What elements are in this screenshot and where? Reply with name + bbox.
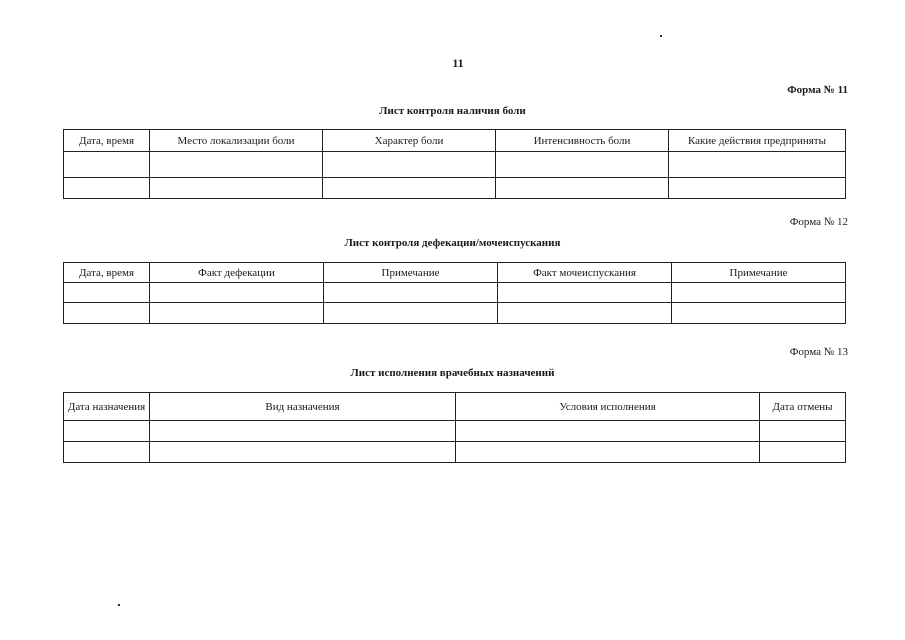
column-header: Примечание xyxy=(672,263,846,283)
empty-cell xyxy=(760,442,846,463)
table-row xyxy=(64,303,846,324)
column-header: Факт мочеиспускания xyxy=(498,263,672,283)
column-header: Интенсивность боли xyxy=(496,130,669,152)
empty-cell xyxy=(150,303,324,324)
empty-cell xyxy=(64,152,150,178)
form-12-title: Лист контроля дефекации/мочеиспускания xyxy=(344,237,561,249)
column-header: Место локализации боли xyxy=(150,130,323,152)
empty-cell xyxy=(323,178,496,199)
table-row xyxy=(64,283,846,303)
empty-cell xyxy=(672,303,846,324)
empty-cell xyxy=(64,283,150,303)
table-row xyxy=(64,442,846,463)
empty-cell xyxy=(150,178,323,199)
empty-cell xyxy=(456,421,760,442)
form-12-label: Форма № 12 xyxy=(789,216,848,228)
empty-cell xyxy=(323,152,496,178)
column-header: Дата, время xyxy=(64,263,150,283)
empty-cell xyxy=(150,442,456,463)
scan-speck xyxy=(118,604,120,606)
column-header: Вид назначения xyxy=(150,393,456,421)
empty-cell xyxy=(64,421,150,442)
column-header: Какие действия предприняты xyxy=(669,130,846,152)
column-header: Дата назначения xyxy=(64,393,150,421)
empty-cell xyxy=(150,152,323,178)
empty-cell xyxy=(150,283,324,303)
table-row xyxy=(64,178,846,199)
empty-cell xyxy=(150,421,456,442)
table-row xyxy=(64,421,846,442)
column-header: Дата, время xyxy=(64,130,150,152)
empty-cell xyxy=(496,178,669,199)
empty-cell xyxy=(456,442,760,463)
empty-cell xyxy=(496,152,669,178)
empty-cell xyxy=(498,303,672,324)
empty-cell xyxy=(672,283,846,303)
empty-cell xyxy=(669,152,846,178)
form-11-title: Лист контроля наличия боли xyxy=(379,105,526,117)
empty-cell xyxy=(498,283,672,303)
column-header: Условия исполнения xyxy=(456,393,760,421)
form-13-label: Форма № 13 xyxy=(789,346,848,358)
form-11-label: Форма № 11 xyxy=(787,84,848,96)
empty-cell xyxy=(760,421,846,442)
table-header-row xyxy=(64,393,846,421)
page-number: 11 xyxy=(452,56,464,70)
pain-control-table xyxy=(63,129,846,199)
prescriptions-table xyxy=(63,392,846,463)
column-header: Дата отмены xyxy=(760,393,846,421)
scan-speck xyxy=(660,35,662,37)
column-header: Характер боли xyxy=(323,130,496,152)
empty-cell xyxy=(64,303,150,324)
table-header-row xyxy=(64,263,846,283)
empty-cell xyxy=(324,283,498,303)
empty-cell xyxy=(669,178,846,199)
table-row xyxy=(64,152,846,178)
empty-cell xyxy=(64,178,150,199)
empty-cell xyxy=(64,442,150,463)
form-13-title: Лист исполнения врачебных назначений xyxy=(350,367,555,379)
table-header-row xyxy=(64,130,846,152)
defecation-control-table xyxy=(63,262,846,324)
column-header: Факт дефекации xyxy=(150,263,324,283)
column-header: Примечание xyxy=(324,263,498,283)
empty-cell xyxy=(324,303,498,324)
